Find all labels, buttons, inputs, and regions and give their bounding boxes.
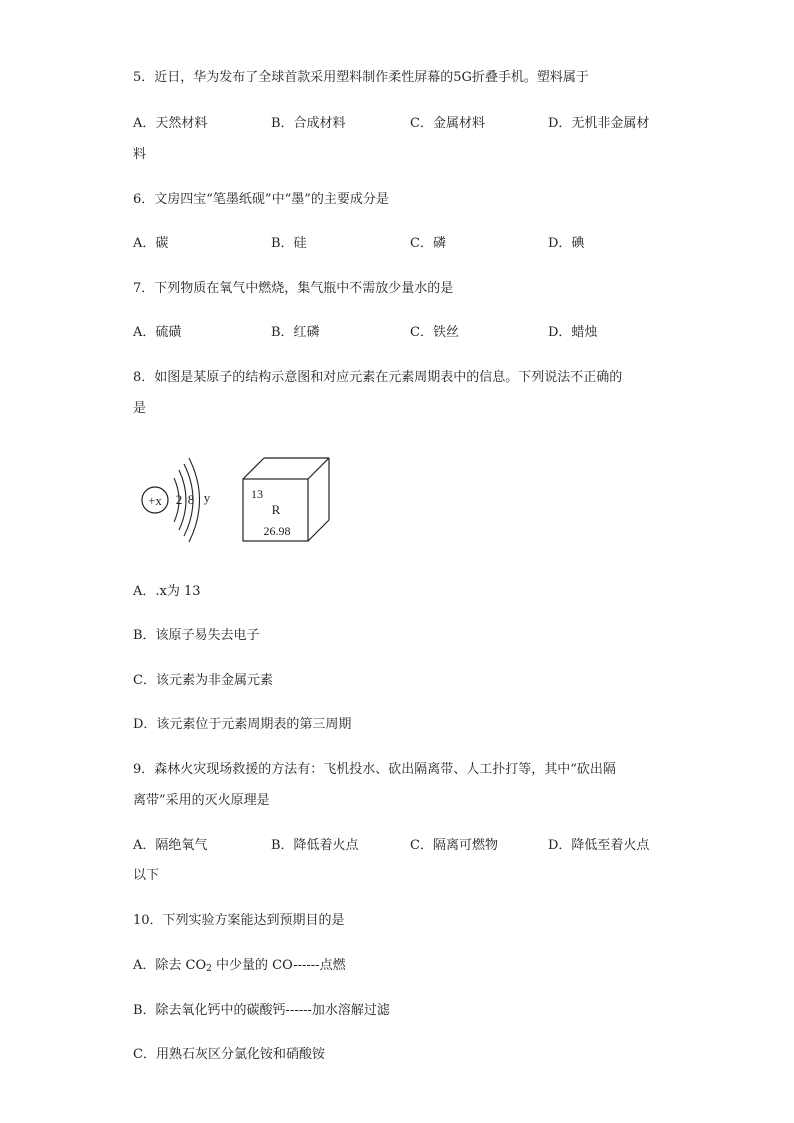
question-8-stem-wrap: 是: [133, 401, 147, 416]
question-7-option-b[interactable]: B．红磷: [271, 325, 320, 340]
question-5-option-b[interactable]: B．合成材料: [271, 116, 346, 131]
question-9-option-b[interactable]: B．降低着火点: [271, 838, 359, 853]
question-6-option-c[interactable]: C．磷: [410, 236, 446, 251]
question-5-option-a[interactable]: A．天然材料: [133, 116, 208, 131]
shell-1-electrons: 2: [175, 492, 183, 507]
question-8-option-b[interactable]: B．该原子易失去电子: [133, 628, 260, 643]
question-8-option-d[interactable]: D．该元素位于元素周期表的第三周期: [133, 717, 352, 732]
question-6-option-d[interactable]: D．碘: [548, 236, 585, 251]
shell-3-electrons: y: [203, 490, 211, 505]
periodic-table-cell: [240, 455, 335, 545]
question-8-option-c[interactable]: C．该元素为非金属元素: [133, 673, 273, 688]
question-8-option-a[interactable]: A．.x为 13: [133, 584, 201, 599]
question-7-option-a[interactable]: A．硫磺: [133, 325, 182, 340]
question-6-stem: 6．文房四宝“笔墨纸砚”中“墨”的主要成分是: [133, 192, 389, 207]
atom-structure-diagram: [130, 450, 230, 550]
question-5-stem: 5．近日，华为发布了全球首款采用塑料制作柔性屏幕的5G折叠手机。塑料属于: [133, 70, 589, 85]
question-10-option-a-prefix: A．除去 CO: [133, 958, 207, 973]
element-symbol: R: [271, 502, 281, 517]
question-10-option-a-suffix: 中少量的 CO------点燃: [211, 958, 346, 973]
question-7-option-d[interactable]: D．蜡烛: [548, 325, 598, 340]
question-5-option-c[interactable]: C．金属材料: [410, 116, 485, 131]
question-9-stem-wrap: 离带”采用的灭火原理是: [133, 793, 270, 808]
question-10-option-a[interactable]: [133, 954, 346, 974]
question-10-option-a-subscript: 2: [206, 964, 212, 974]
question-9-stem: 9．森林火灾现场救援的方法有：飞机投水、砍出隔离带、人工扑打等，其中“砍出隔: [133, 762, 616, 777]
question-6-option-a[interactable]: A．碳: [133, 236, 169, 251]
question-7-stem: 7．下列物质在氧气中燃烧，集气瓶中不需放少量水的是: [133, 281, 454, 296]
question-10-stem: 10．下列实验方案能达到预期目的是: [133, 913, 345, 928]
question-10-option-b[interactable]: B．除去氧化钙中的碳酸钙------加水溶解过滤: [133, 1003, 390, 1018]
question-9-option-d[interactable]: D．降低至着火点: [548, 838, 650, 853]
question-9-option-c[interactable]: C．隔离可燃物: [410, 838, 498, 853]
question-9-option-d-wrap: 以下: [133, 868, 160, 883]
shell-2-electrons: 8: [187, 492, 195, 507]
nucleus-charge-label: +x: [148, 493, 162, 508]
atomic-mass: 26.98: [263, 524, 291, 538]
question-5-option-d[interactable]: D．无机非金属材: [548, 116, 650, 131]
question-9-option-a[interactable]: A．隔绝氧气: [133, 838, 208, 853]
question-6-option-b[interactable]: B．硅: [271, 236, 307, 251]
question-10-option-c[interactable]: C．用熟石灰区分氯化铵和硝酸铵: [133, 1047, 325, 1062]
atomic-number: 13: [251, 487, 263, 501]
question-5-option-d-wrap: 料: [133, 147, 147, 162]
question-7-option-c[interactable]: C．铁丝: [410, 325, 459, 340]
question-8-stem: 8．如图是某原子的结构示意图和对应元素在元素周期表中的信息。下列说法不正确的: [133, 370, 623, 385]
